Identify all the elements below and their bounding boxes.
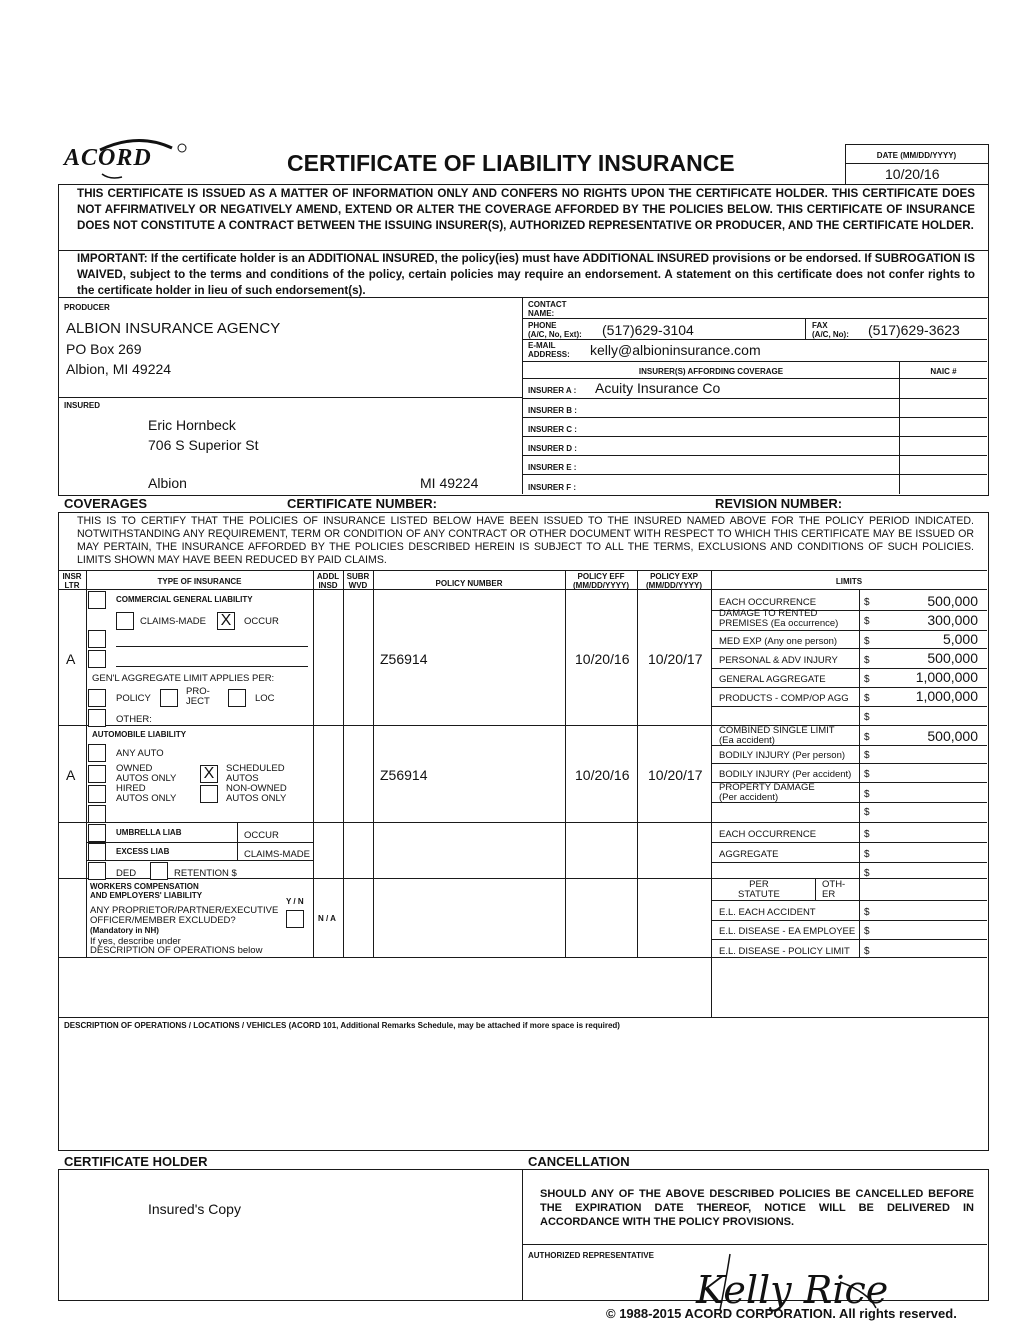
cancellation-text: SHOULD ANY OF THE ABOVE DESCRIBED POLICIES BE CANCELLED BEFORE THE EXPIRATION DATE THEREOF, NOTICE WILL BE DELIVERED IN ACCORDANCE WITH THE POLICY PROVISIONS. <box>540 1188 974 1228</box>
date-value: 10/20/16 <box>885 166 940 182</box>
gl-claims-made: CLAIMS-MADE <box>140 616 206 627</box>
gl-limit-value-2: 5,000 <box>942 631 978 647</box>
wc-line4: If yes, describe under <box>90 936 181 947</box>
phone-value: (517)629-3104 <box>602 322 694 338</box>
auto-hired: HIRED AUTOS ONLY <box>116 783 177 804</box>
insurer-f-label: INSURER F : <box>528 483 576 492</box>
insurer-d-label: INSURER D : <box>528 444 577 453</box>
gl-aggregate-applies: GEN'L AGGREGATE LIMIT APPLIES PER: <box>92 673 275 684</box>
certificate-holder-box <box>58 1169 525 1301</box>
wc-line3: (Mandatory in NH) <box>90 926 159 935</box>
auto-limit-label-0: COMBINED SINGLE LIMIT (Ea accident) <box>719 725 835 746</box>
auto-limit-label-3: PROPERTY DAMAGE (Per accident) <box>719 782 815 803</box>
umbrella-checkbox[interactable] <box>88 824 106 842</box>
important-body: If the certificate holder is an ADDITIONAL INSURED, the policy(ies) must have ADDITIONAL INSURED provisions or be endorsed. If SUBROGATION IS WAIVED, subject to the terms and conditions of the policy, certain policies may require an endorsement. A statement on this certificate does not confer rights to the certificate holder in lieu of such endorsement(s). <box>77 252 975 297</box>
certificate-holder-name: Insured's Copy <box>148 1201 241 1217</box>
wc-limit-dollar-1: $ <box>864 907 870 918</box>
gl-limit-dollar-1: $ <box>864 616 870 627</box>
email-value: kelly@albioninsurance.com <box>590 342 761 358</box>
auto-any-auto: ANY AUTO <box>116 748 164 759</box>
gl-limit-value-3: 500,000 <box>927 650 978 666</box>
fax-value: (517)629-3623 <box>868 322 960 338</box>
naic-header: NAIC # <box>930 367 957 376</box>
gl-other-checkbox[interactable] <box>88 709 106 727</box>
insurer-a-label: INSURER A : <box>528 386 577 395</box>
umbrella-limit-dollar-0: $ <box>864 829 870 840</box>
umbrella-retention: RETENTION $ <box>174 868 237 879</box>
excess-checkbox[interactable] <box>88 843 106 861</box>
auto-title: AUTOMOBILE LIABILITY <box>92 730 187 739</box>
gl-occur-checkbox[interactable]: X <box>217 612 235 630</box>
wc-title: WORKERS COMPENSATION AND EMPLOYERS' LIABILITY <box>90 882 203 900</box>
umbrella-ded: DED <box>116 868 137 879</box>
auto-limit-label-2: BODILY INJURY (Per accident) <box>719 769 852 780</box>
auto-nonowned: NON-OWNED AUTOS ONLY <box>226 783 287 804</box>
contact-name-label: CONTACT NAME: <box>528 300 567 318</box>
copyright-footer: © 1988-2015 ACORD CORPORATION. All rights reserved. <box>606 1306 957 1321</box>
producer-name: ALBION INSURANCE AGENCY <box>66 320 281 337</box>
auto-limit-dollar-3: $ <box>864 789 870 800</box>
insurers-header: INSURER(S) AFFORDING COVERAGE <box>638 367 784 376</box>
description-label: DESCRIPTION OF OPERATIONS / LOCATIONS / VEHICLES (ACORD 101, Additional Remarks Schedule, may be attached if more space is required) <box>64 1021 620 1030</box>
wc-per-statute: PER STATUTE <box>738 879 780 900</box>
fax-label: FAX (A/C, No): <box>812 321 849 339</box>
insured-state-zip: MI 49224 <box>420 475 479 491</box>
gl-limit-label-1: DAMAGE TO RENTED PREMISES (Ea occurrence) <box>719 608 839 629</box>
header-addl: ADDL INSD <box>316 572 340 590</box>
important-text <box>77 251 975 299</box>
certificate-holder-label: CERTIFICATE HOLDER <box>64 1154 208 1169</box>
wc-limit-label-2: E.L. DISEASE - POLICY LIMIT <box>719 946 850 957</box>
cancellation-label: CANCELLATION <box>528 1154 630 1169</box>
auto-owned-checkbox[interactable] <box>88 765 106 783</box>
auto-limit-dollar-2: $ <box>864 769 870 780</box>
auto-owned: OWNED AUTOS ONLY <box>116 763 177 784</box>
auto-insurer-letter: A <box>66 767 76 783</box>
wc-limit-dollar-3: $ <box>864 946 870 957</box>
gl-eff-date: 10/20/16 <box>575 651 630 667</box>
auto-limit-label-1: BODILY INJURY (Per person) <box>719 750 846 761</box>
date-label: DATE (MM/DD/YYYY) <box>876 151 957 160</box>
auto-scheduled: SCHEDULED AUTOS <box>226 763 285 784</box>
gl-limit-value-5: 1,000,000 <box>915 688 978 704</box>
excess-label: EXCESS LIAB <box>116 847 170 856</box>
umbrella-limit-dollar-1: $ <box>864 849 870 860</box>
insured-city: Albion <box>148 475 187 491</box>
coverages-label: COVERAGES <box>64 496 148 511</box>
insurer-e-label: INSURER E : <box>528 463 577 472</box>
wc-na: N / A <box>318 914 336 923</box>
auto-limit-dollar-1: $ <box>864 750 870 761</box>
acord-logo-text: ACORD <box>64 145 152 171</box>
header-policy-number: POLICY NUMBER <box>435 579 503 588</box>
gl-blank-checkbox-2[interactable] <box>88 650 106 668</box>
notice-text: THIS CERTIFICATE IS ISSUED AS A MATTER OF INFORMATION ONLY AND CONFERS NO RIGHTS UPON THE CERTIFICATE HOLDER. THIS CERTIFICATE DOES NOT AFFIRMATIVELY OR NEGATIVELY AMEND, EXTEND OR ALTER THE COVERAGE AFFORDED BY THE POLICIES BELOW. THIS CERTIFICATE OF INSURANCE DOES NOT CONSTITUTE A CONTRACT BETWEEN THE ISSUING INSURER(S), AUTHORIZED REPRESENTATIVE OR PRODUCER, AND THE CERTIFICATE HOLDER. <box>77 187 975 232</box>
umbrella-limit-dollar-2: $ <box>864 868 870 879</box>
gl-exp-date: 10/20/17 <box>648 651 703 667</box>
revision-number-label: REVISION NUMBER: <box>715 496 843 511</box>
gl-project-checkbox[interactable] <box>228 689 246 707</box>
gl-sub-checkbox-1[interactable] <box>116 612 134 630</box>
gl-limit-value-0: 500,000 <box>927 593 978 609</box>
gl-other: OTHER: <box>116 714 152 725</box>
wc-yn: Y / N <box>286 897 304 906</box>
umbrella-claims-made: CLAIMS-MADE <box>244 849 310 860</box>
header-policy-eff: POLICY EFF (MM/DD/YYYY) <box>573 572 629 590</box>
header-limits: LIMITS <box>835 577 863 586</box>
gl-occur: OCCUR <box>244 616 279 627</box>
auto-limit-dollar-4: $ <box>864 807 870 818</box>
insured-label: INSURED <box>64 401 101 410</box>
gl-limit-label-4: GENERAL AGGREGATE <box>719 674 826 685</box>
auto-blank-checkbox[interactable] <box>88 805 106 823</box>
gl-limit-value-4: 1,000,000 <box>915 669 978 685</box>
auto-limit-dollar-0: $ <box>864 732 870 743</box>
wc-other: OTH- ER <box>822 879 846 900</box>
important-lead: IMPORTANT: <box>77 252 148 265</box>
ded-checkbox[interactable] <box>88 862 106 880</box>
gl-limit-value-1: 300,000 <box>927 612 978 628</box>
insurer-b-label: INSURER B : <box>528 406 577 415</box>
wc-limit-label-0: E.L. EACH ACCIDENT <box>719 907 816 918</box>
retention-checkbox[interactable] <box>150 862 168 880</box>
gl-project: PRO- JECT <box>186 686 210 707</box>
gl-limit-label-5: PRODUCTS - COMP/OP AGG <box>719 693 849 704</box>
gl-limit-dollar-4: $ <box>864 674 870 685</box>
svg-text:Kelly Rice: Kelly Rice <box>696 1268 889 1312</box>
header-type: TYPE OF INSURANCE <box>157 577 242 586</box>
wc-line5: DESCRIPTION OF OPERATIONS below <box>90 945 263 956</box>
wc-limit-label-1: E.L. DISEASE - EA EMPLOYEE <box>719 926 856 937</box>
auto-nonowned-checkbox[interactable] <box>200 785 218 803</box>
document-title: CERTIFICATE OF LIABILITY INSURANCE <box>287 150 735 176</box>
gl-limit-dollar-0: $ <box>864 597 870 608</box>
phone-label: PHONE (A/C, No, Ext): <box>528 321 582 339</box>
wc-excluded-checkbox[interactable] <box>286 910 304 928</box>
insured-street: 706 S Superior St <box>148 437 259 453</box>
gl-limit-dollar-3: $ <box>864 655 870 666</box>
gl-main-checkbox[interactable] <box>88 591 106 609</box>
gl-limit-label-2: MED EXP (Any one person) <box>719 636 838 647</box>
auto-limit-value-0: 500,000 <box>927 728 978 744</box>
gl-policy-checkbox[interactable] <box>160 689 178 707</box>
certificate-number-label: CERTIFICATE NUMBER: <box>287 496 437 511</box>
header-insr-ltr: INSR LTR <box>62 572 82 590</box>
wc-line2: OFFICER/MEMBER EXCLUDED? <box>90 915 236 926</box>
gl-policy-number: Z56914 <box>380 651 428 667</box>
producer-address1: PO Box 269 <box>66 341 142 357</box>
wc-limit-dollar-2: $ <box>864 926 870 937</box>
wc-line1: ANY PROPRIETOR/PARTNER/EXECUTIVE <box>90 905 279 916</box>
umbrella-limit-label-1: AGGREGATE <box>719 849 779 860</box>
auto-policy-number: Z56914 <box>380 767 428 783</box>
producer-address2: Albion, MI 49224 <box>66 361 172 377</box>
gl-limit-dollar-6: $ <box>864 712 870 723</box>
auto-exp-date: 10/20/17 <box>648 767 703 783</box>
authorized-rep-label: AUTHORIZED REPRESENTATIVE <box>528 1251 654 1260</box>
gl-limit-dollar-2: $ <box>864 636 870 647</box>
auto-any-checkbox[interactable] <box>88 744 106 762</box>
umbrella-label: UMBRELLA LIAB <box>116 828 182 837</box>
gl-aggregate-checkbox[interactable] <box>88 689 106 707</box>
gl-title: COMMERCIAL GENERAL LIABILITY <box>116 595 253 604</box>
auto-hired-checkbox[interactable] <box>88 785 106 803</box>
umbrella-occur: OCCUR <box>244 830 279 841</box>
auto-eff-date: 10/20/16 <box>575 767 630 783</box>
insurer-c-label: INSURER C : <box>528 425 577 434</box>
auto-scheduled-checkbox[interactable]: X <box>200 765 218 783</box>
gl-limit-label-0: EACH OCCURRENCE <box>719 597 817 608</box>
gl-loc: LOC <box>255 693 275 704</box>
coverages-statement: THIS IS TO CERTIFY THAT THE POLICIES OF INSURANCE LISTED BELOW HAVE BEEN ISSUED TO THE INSURED NAMED ABOVE FOR THE POLICY PERIOD INDICATED. NOTWITHSTANDING ANY REQUIREMENT, TERM OR CONDITION OF ANY CONTRACT OR OTHER DOCUMENT WITH RESPECT TO WHICH THIS CERTIFICATE MAY BE ISSUED OR MAY PERTAIN, THE INSURANCE AFFORDED BY THE POLICIES DESCRIBED HEREIN IS SUBJECT TO ALL THE TERMS, EXCLUSIONS AND CONDITIONS OF SUCH POLICIES. LIMITS SHOWN MAY HAVE BEEN REDUCED BY PAID CLAIMS. <box>77 515 974 566</box>
gl-limit-label-3: PERSONAL & ADV INJURY <box>719 655 838 666</box>
header-policy-exp: POLICY EXP (MM/DD/YYYY) <box>646 572 702 590</box>
insured-name: Eric Hornbeck <box>148 417 236 433</box>
gl-blank-checkbox-1[interactable] <box>88 630 106 648</box>
email-label: E-MAIL ADDRESS: <box>528 341 570 359</box>
gl-policy: POLICY <box>116 693 151 704</box>
description-box <box>58 1017 989 1151</box>
insurer-a-name: Acuity Insurance Co <box>595 380 721 396</box>
umbrella-limit-label-0: EACH OCCURRENCE <box>719 829 817 840</box>
header-subr: SUBR WVD <box>346 572 370 590</box>
gl-limit-dollar-5: $ <box>864 693 870 704</box>
producer-label: PRODUCER <box>64 303 110 312</box>
gl-insurer-letter: A <box>66 651 76 667</box>
